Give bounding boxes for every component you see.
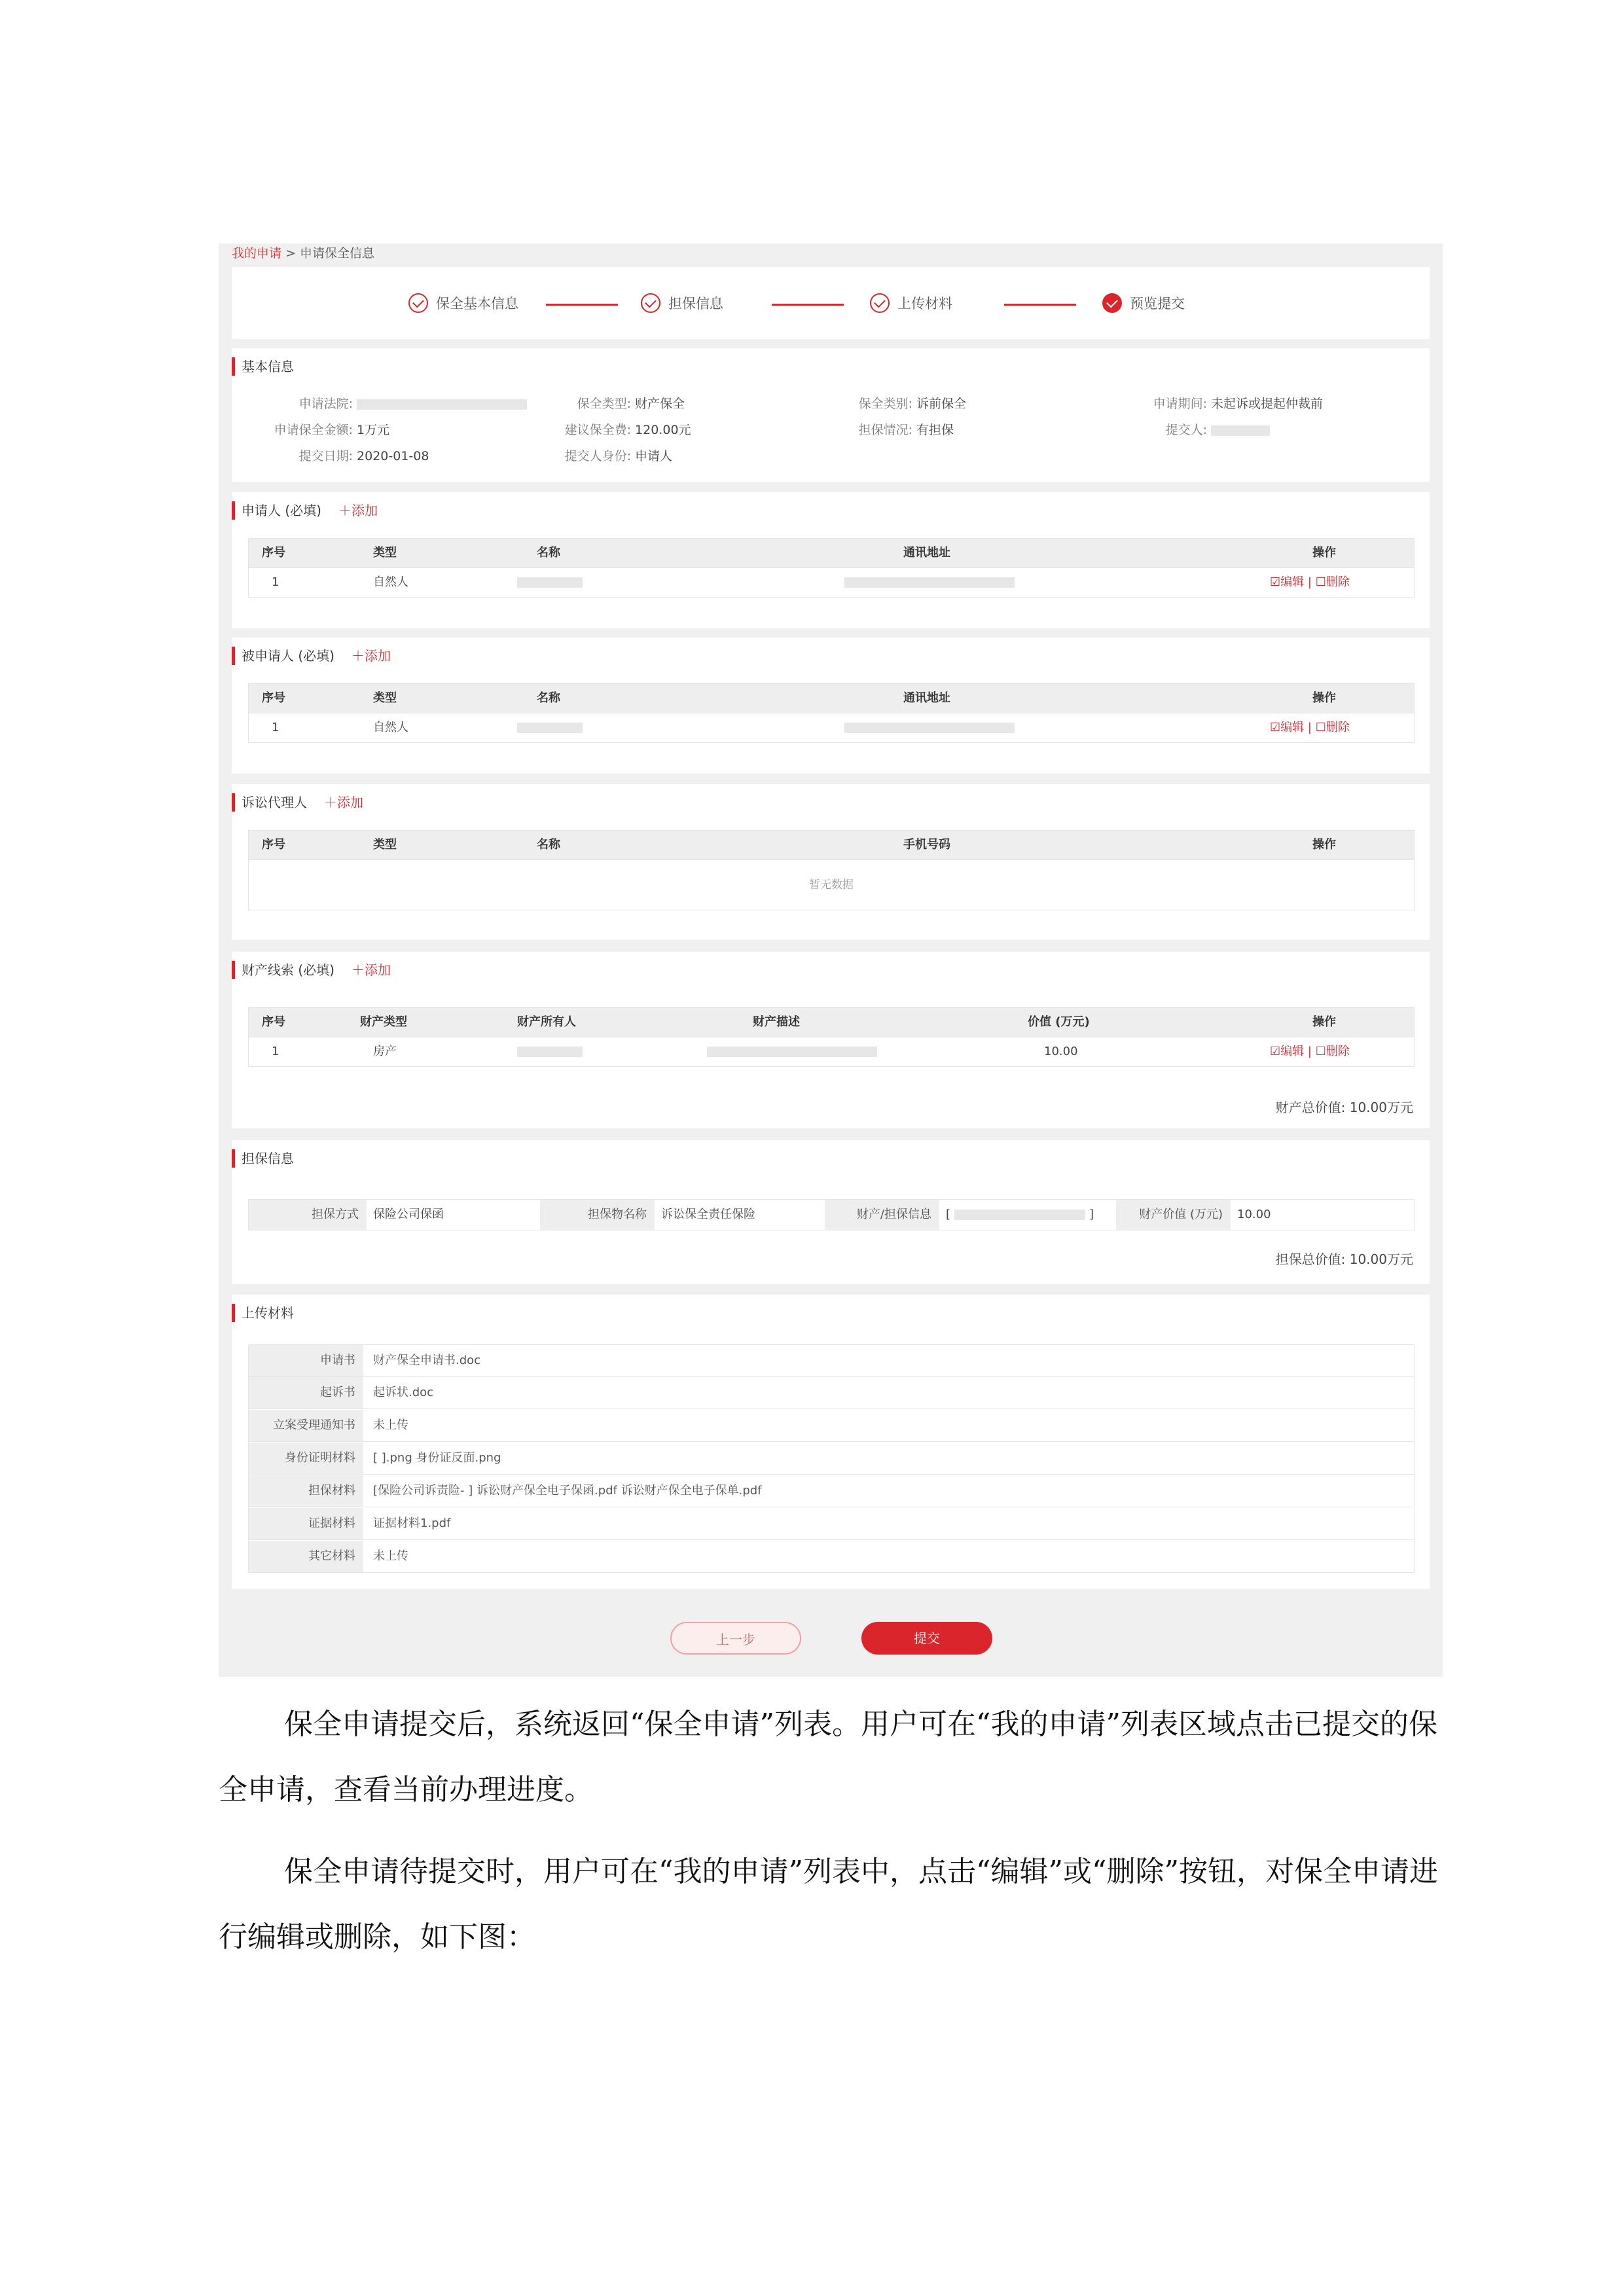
property-total: 财产总价值: 10.00万元	[1275, 1100, 1413, 1115]
step-connector	[1004, 304, 1076, 306]
section-title: 财产线索 (必填) ＋添加	[232, 961, 391, 979]
check-circle-filled-icon	[1102, 293, 1122, 313]
guarantee-card	[232, 1140, 1430, 1284]
applicant-table	[248, 538, 1415, 598]
table-row: 1 自然人 ☑编辑 | ☐删除	[249, 567, 1414, 597]
file-row: 证据材料 证据材料1.pdf	[248, 1508, 1415, 1540]
date-field: 提交日期: 2020-01-08	[298, 449, 429, 463]
previous-step-button[interactable]: 上一步	[670, 1622, 801, 1655]
property-table	[248, 1007, 1415, 1067]
table-header: 序号 类型 名称 通讯地址 操作	[249, 539, 1414, 567]
redacted-value	[357, 399, 527, 410]
edit-button[interactable]: ☑编辑	[1270, 1045, 1305, 1058]
section-title: 被申请人 (必填) ＋添加	[232, 647, 391, 665]
check-circle-icon	[641, 293, 660, 313]
section-title: 担保信息	[232, 1149, 294, 1168]
breadcrumb-current: 申请保全信息	[300, 246, 375, 260]
file-row: 起诉书 起诉状.doc	[248, 1377, 1415, 1409]
step-connector	[772, 304, 844, 306]
empty-state: 暂无数据	[249, 859, 1414, 910]
delete-button[interactable]: ☐删除	[1315, 1045, 1350, 1058]
table-row: 1 自然人 ☑编辑 | ☐删除	[249, 713, 1414, 742]
guarantee-total: 担保总价值: 10.00万元	[1275, 1251, 1413, 1267]
submitter-field: 提交人:	[1115, 420, 1270, 438]
respondent-card	[232, 637, 1430, 774]
screenshot-frame	[219, 243, 1443, 1677]
guarantee-row: 担保方式 保险公司保函 担保物名称 诉讼保全责任保险 财产/担保信息 [ ] 财产价值 (万元) 10.00	[248, 1199, 1415, 1230]
step-connector	[546, 304, 618, 306]
check-circle-icon	[870, 293, 890, 313]
court-field: 申请法院:	[261, 394, 527, 412]
section-title: 诉讼代理人 ＋添加	[232, 793, 363, 812]
section-title: 申请人 (必填) ＋添加	[232, 501, 378, 520]
add-applicant-button[interactable]: ＋添加	[338, 503, 378, 518]
respondent-table	[248, 683, 1415, 743]
breadcrumb: 我的申请 > 申请保全信息	[232, 246, 375, 260]
amount-field: 申请保全金额: 1万元	[274, 423, 390, 437]
agent-table	[248, 830, 1415, 910]
redacted-value	[517, 1047, 583, 1057]
redacted-value	[517, 723, 583, 733]
table-header: 序号 类型 名称 通讯地址 操作	[249, 684, 1414, 713]
breadcrumb-my-applications[interactable]: 我的申请	[232, 246, 282, 260]
paragraph-1: 保全申请提交后，系统返回“保全申请”列表。用户可在“我的申请”列表区域点击已提交的保全申请，查看当前办理进度。	[219, 1708, 1437, 1806]
add-agent-button[interactable]: ＋添加	[324, 795, 363, 810]
redacted-value	[844, 577, 1015, 588]
edit-button[interactable]: ☑编辑	[1270, 721, 1305, 734]
submit-button[interactable]: 提交	[861, 1622, 992, 1655]
redacted-value	[1211, 425, 1270, 436]
redacted-value	[844, 723, 1015, 733]
check-circle-icon	[408, 293, 428, 313]
file-row: 担保材料 [保险公司诉责险- ] 诉讼财产保全电子保函.pdf 诉讼财产保全电子保单.pdf	[248, 1475, 1415, 1507]
paragraph-2: 保全申请待提交时，用户可在“我的申请”列表中，点击“编辑”或“删除”按钮，对保全申请进行编辑或删除，如下图：	[219, 1855, 1438, 1954]
edit-button[interactable]: ☑编辑	[1270, 575, 1305, 589]
type-field: 保全类型: 财产保全	[577, 397, 685, 411]
step-basic-info[interactable]: 保全基本信息	[408, 293, 518, 313]
fee-field: 建议保全费: 120.00元	[564, 423, 691, 437]
redacted-value	[954, 1210, 1085, 1220]
redacted-value	[517, 577, 583, 588]
agent-card	[232, 784, 1430, 940]
delete-button[interactable]: ☐删除	[1315, 721, 1350, 734]
section-title: 基本信息	[232, 357, 294, 376]
table-header: 序号 财产类型 财产所有人 财产描述 价值 (万元) 操作	[249, 1008, 1414, 1037]
delete-button[interactable]: ☐删除	[1315, 575, 1350, 589]
file-row: 申请书 财产保全申请书.doc	[248, 1344, 1415, 1377]
category-field: 保全类别: 诉前保全	[858, 397, 967, 411]
file-row: 身份证明材料 [ ].png 身份证反面.png	[248, 1443, 1415, 1475]
identity-field: 提交人身份: 申请人	[564, 449, 673, 463]
step-preview-submit[interactable]: 预览提交	[1102, 293, 1185, 313]
applicant-card	[232, 492, 1430, 628]
add-property-button[interactable]: ＋添加	[351, 962, 391, 978]
file-row: 立案受理通知书 未上传	[248, 1410, 1415, 1442]
redacted-value	[707, 1047, 877, 1057]
basic-info-card	[232, 348, 1430, 482]
file-row: 其它材料 未上传	[248, 1541, 1415, 1573]
table-row: 1 房产 10.00 ☑编辑 | ☐删除	[249, 1037, 1414, 1066]
property-card	[232, 952, 1430, 1128]
table-header: 序号 类型 名称 手机号码 操作	[249, 831, 1414, 859]
section-title: 上传材料	[232, 1304, 294, 1322]
step-upload[interactable]: 上传材料	[870, 293, 952, 313]
add-respondent-button[interactable]: ＋添加	[351, 648, 391, 664]
step-guarantee[interactable]: 担保信息	[641, 293, 723, 313]
guarantee-status-field: 担保情况: 有担保	[858, 423, 954, 437]
progress-steps	[232, 267, 1430, 339]
upload-card	[232, 1295, 1430, 1589]
period-field: 申请期间: 未起诉或提起仲裁前	[1153, 397, 1324, 411]
